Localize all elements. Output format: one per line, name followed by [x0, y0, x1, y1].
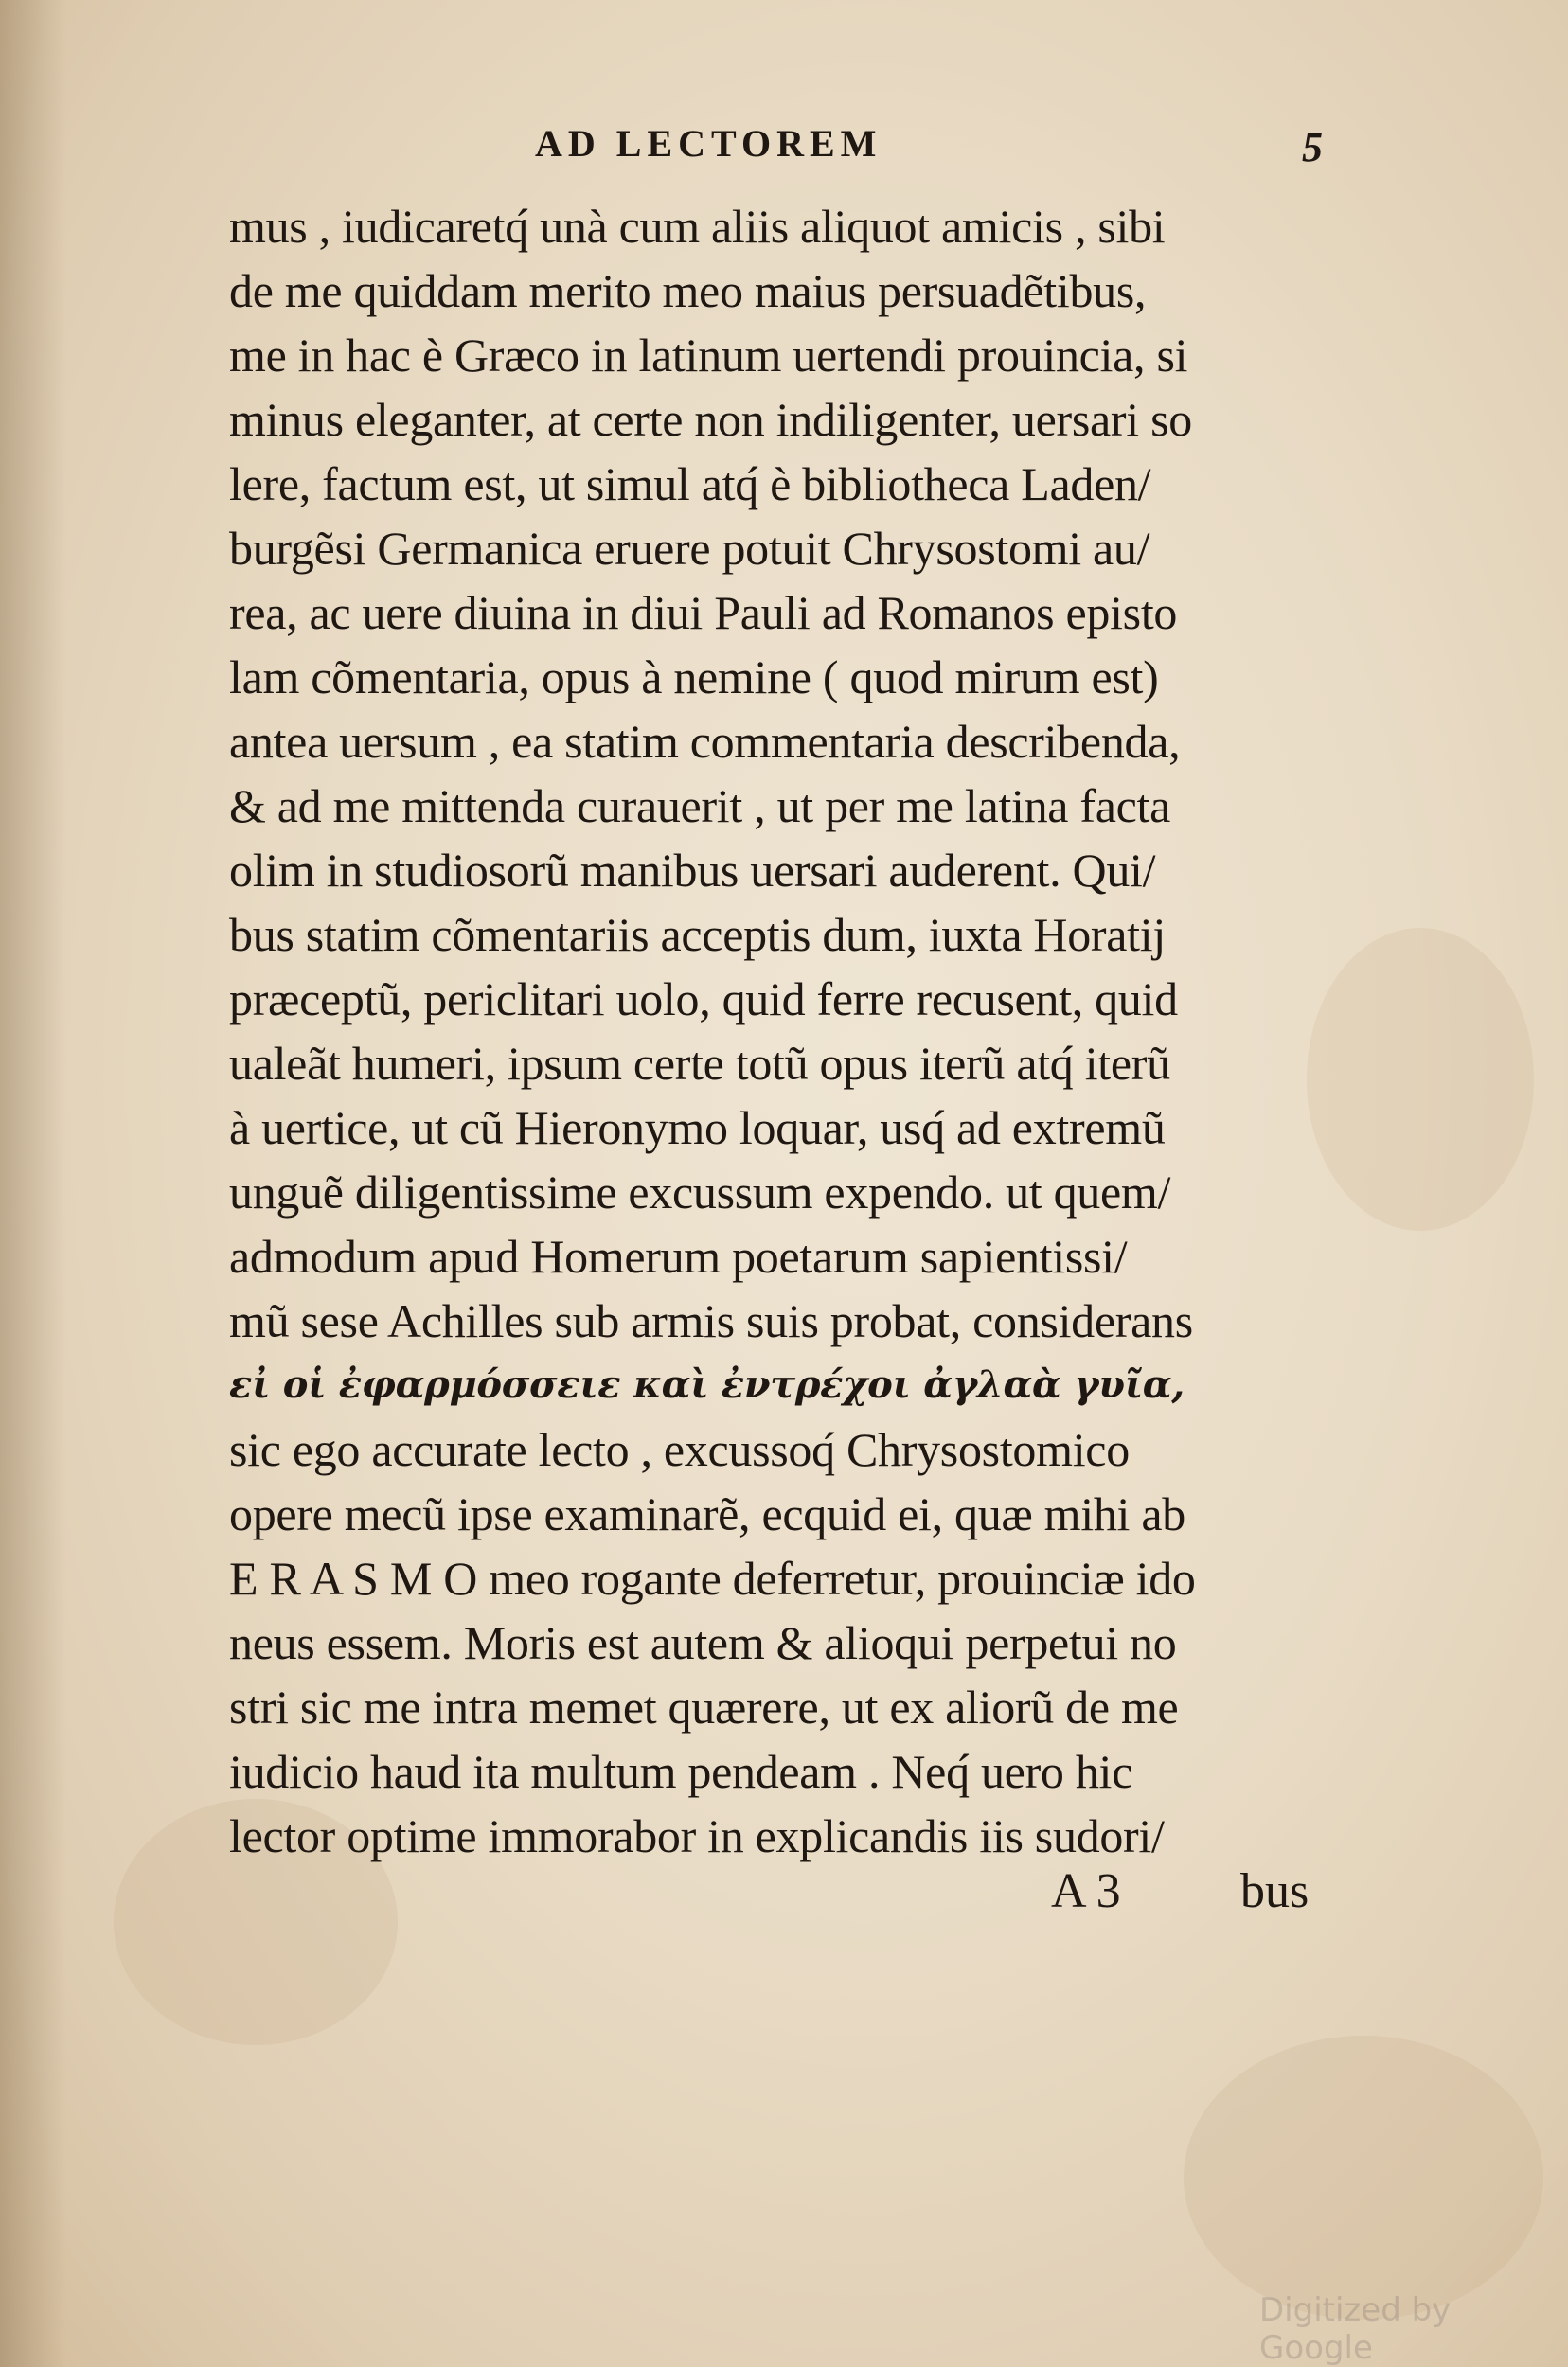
text-line: sic ego accurate lecto , excussoq́ Chrysostomico: [229, 1423, 1130, 1476]
catchline: [0, 1863, 1568, 1930]
text-line: admodum apud Homerum poetarum sapientissi/: [229, 1230, 1128, 1283]
text-line: burgẽsi Germanica eruere potuit Chrysostomi au/: [229, 522, 1150, 575]
text-line: opere mecũ ipse examinarẽ, ecquid ei, quæ mihi ab: [229, 1487, 1185, 1540]
text-line: rea, ac uere diuina in diui Pauli ad Romanos episto: [229, 586, 1178, 639]
catchword: bus: [1240, 1864, 1310, 1918]
running-title: AD LECTOREM: [535, 122, 882, 165]
running-head: [0, 121, 1568, 178]
text-line: lam cõmentaria, opus à nemine ( quod mirum est): [229, 650, 1159, 703]
paper-stain: [1307, 928, 1534, 1231]
text-line: præceptũ, periclitari uolo, quid ferre recusent, quid: [229, 972, 1178, 1025]
text-line: à uertice, ut cũ Hieronymo loquar, usq́ ad extremũ: [229, 1101, 1166, 1154]
text-line: & ad me mittenda curauerit , ut per me latina facta: [229, 779, 1170, 832]
text-line: me in hac è Græco in latinum uertendi prouincia, si: [229, 329, 1188, 382]
text-line: stri sic me intra memet quærere, ut ex aliorũ de me: [229, 1681, 1179, 1734]
digitization-watermark: Digitized by Google: [1259, 2291, 1452, 2367]
text-line: ualeãt humeri, ipsum certe totũ opus iterũ atq́ iterũ: [229, 1037, 1170, 1090]
text-line: de me quiddam merito meo maius persuadẽtibus,: [229, 264, 1147, 317]
text-line: olim in studiosorũ manibus uersari auderent. Qui/: [229, 844, 1156, 897]
binding-shadow: [0, 0, 66, 2367]
text-line: mus , iudicaretq́ unà cum aliis aliquot amicis , sibi: [229, 200, 1166, 253]
text-line: minus eleganter, at certe non indiligenter, uersari so: [229, 393, 1192, 446]
signature-mark: A 3: [1051, 1864, 1121, 1918]
text-line: lector optime immorabor in explicandis iis sudori/: [229, 1809, 1165, 1862]
greek-quotation-line: εἰ οἱ ἐφαρμόσσειε καὶ ἐντρέχοι ἀγλαὰ γυῖα,: [229, 1362, 1185, 1407]
paper-stain: [1184, 2036, 1543, 2320]
text-line: iudicio haud ita multum pendeam . Neq́ uero hic: [229, 1745, 1132, 1798]
text-line: lere, factum est, ut simul atq́ è bibliotheca Laden/: [229, 457, 1151, 510]
text-line: unguẽ diligentissime excussum expendo. ut quem/: [229, 1166, 1171, 1219]
text-line: antea uersum , ea statim commentaria describenda,: [229, 715, 1181, 768]
text-line: bus statim cõmentariis acceptis dum, iuxta Horatij: [229, 908, 1166, 961]
text-line: E R A S M O meo rogante deferretur, prouinciæ ido: [229, 1552, 1196, 1605]
page-number: 5: [1302, 124, 1323, 170]
text-line: mũ sese Achilles sub armis suis probat, considerans: [229, 1294, 1193, 1347]
body-text: [229, 194, 1318, 1868]
text-line: neus essem. Moris est autem & alioqui perpetui no: [229, 1616, 1177, 1669]
